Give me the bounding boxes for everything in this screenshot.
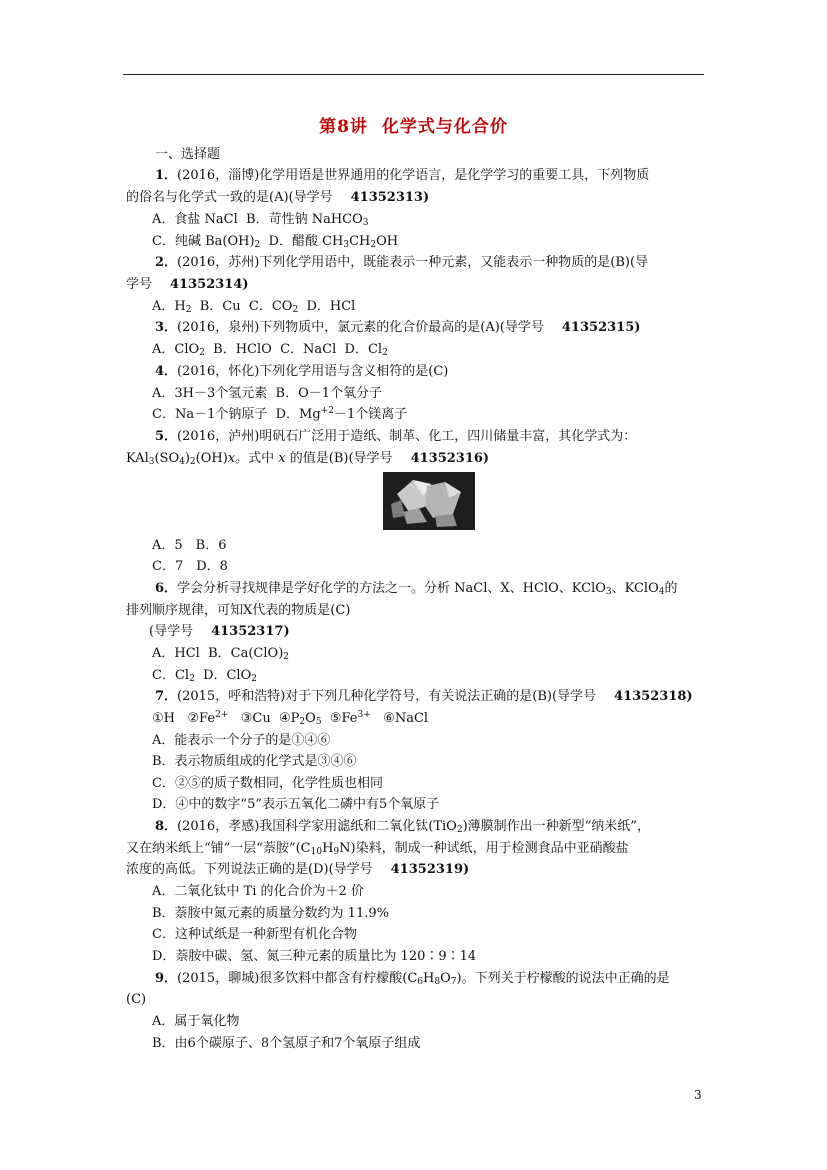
q6-stem-cont: 排列顺序规律，可知X代表的物质是(C): [126, 603, 351, 618]
q8-stem-cont2: 浓度的高低。下列说法正确的是(D)(导学号 41352319): [126, 862, 470, 877]
q2-options: A．$H_2$ B．Cu C．$CO_2$ D．HCl: [152, 299, 356, 315]
q1-options-cd: C．纯碱 $Ba(OH)_2$ D．醋酸 $CH_3CH_2OH$: [152, 234, 399, 250]
q5-formula-line: $KAl_3(SO_4)_2(OH)x$。式中 x 的值是(B)(导学号 41352316): [126, 451, 490, 467]
q1-options-ab: A．食盐 NaCl B．苛性钠 NaHCO$_3$: [152, 212, 369, 228]
q7-option-c: C．②⑤的质子数相同，化学性质也相同: [152, 776, 383, 791]
q8-option-d: D．萘胺中碳、氢、氮三种元素的质量比为 120∶9∶14: [152, 949, 477, 964]
q8-stem-cont: 又在纳米纸上“铺”一层“萘胺$”(C_{10}H_9N)$染料，制成一种试纸，用于检测食品中亚硝酸盐: [126, 841, 629, 857]
page-number: 3: [694, 1088, 702, 1102]
q6-options-cd: C．$Cl_2$ D．ClO$_2$: [152, 668, 257, 684]
alunite-mineral-photo: [383, 472, 475, 530]
header-rule: [123, 74, 704, 75]
q6-options-ab: A．HCl B．$Ca(ClO)_2$: [152, 646, 290, 662]
q6-stem: 6．学会分析寻找规律是学好化学的方法之一。分析 NaCl、X、HClO、KClO$_3$、KClO$_4$的: [155, 581, 678, 597]
q5-options-ab: A．5 B．6: [152, 538, 227, 553]
q7-option-b: B．表示物质组成的化学式是③④⑥: [152, 754, 357, 769]
q8-stem: 8．(2016，孝感)我国科学家用滤纸和二氧化钛(TiO$_2$)薄膜制作出一种新型“纳米纸”，: [155, 819, 650, 835]
q7-option-d: D．④中的数字“5”表示五氧化二磷中有5个氧原子: [152, 797, 440, 812]
q9-option-b: B．由6个碳原子、8个氢原子和7个氧原子组成: [152, 1036, 421, 1051]
q9-stem: 9．(2015，聊城)很多饮料中都含有柠檬酸$(C_6H_8O_7)$。下列关于柠檬酸的说法中正确的是: [155, 971, 670, 987]
q8-option-b: B．萘胺中氮元素的质量分数约为 11.9%: [152, 906, 389, 921]
q8-option-a: A．二氧化钛中 Ti 的化合价为＋2 价: [152, 884, 364, 899]
lecture-topic: 化学式与化合价: [381, 117, 508, 137]
q4-options-cd: C．Na－1个钠原子 D．$Mg^{+2}-1$个镁离子: [152, 406, 408, 422]
q7-symbols: ①H $②Fe^{2+}$ ③Cu $④P_2O_5$ $⑤Fe^{3+}$ ⑥NaCl: [152, 710, 429, 727]
q4-stem: 4．(2016，怀化)下列化学用语与含义相符的是(C): [155, 364, 449, 379]
q3-stem: 3．(2016，泉州)下列物质中，氯元素的化合价最高的是(A)(导学号 41352315): [155, 320, 641, 335]
q6-guide: (导学号 41352317): [149, 624, 290, 639]
q9-option-a: A．属于氧化物: [152, 1014, 240, 1029]
q2-stem-cont: 学号 41352314): [126, 277, 249, 292]
q1-stem-cont: 的俗名与化学式一致的是(A)(导学号 41352313): [126, 190, 430, 205]
q2-stem: 2．(2016，苏州)下列化学用语中，既能表示一种元素，又能表示一种物质的是(B)(导: [155, 255, 649, 270]
q7-stem: 7．(2015，呼和浩特)对于下列几种化学符号，有关说法正确的是(B)(导学号 41352318): [155, 689, 693, 704]
page-title: [0, 112, 827, 137]
q8-option-c: C．这种试纸是一种新型有机化合物: [152, 927, 357, 942]
q9-stem-cont: (C): [126, 992, 147, 1007]
q1-stem: 1．(2016，淄博)化学用语是世界通用的化学语言，是化学学习的重要工具，下列物质: [155, 168, 650, 183]
q4-options-ab: A．3H－3个氢元素 B．O－1个氧分子: [152, 386, 383, 401]
q5-options-cd: C．7 D．8: [152, 559, 228, 574]
lecture-number: 第8讲: [319, 117, 368, 137]
q7-option-a: A．能表示一个分子的是①④⑥: [152, 733, 331, 748]
q5-stem: 5．(2016，泸州)明矾石广泛用于造纸、制革、化工，四川储量丰富，其化学式为：: [155, 429, 637, 444]
q3-options: A．ClO$_2$ B．HClO C．NaCl D．$Cl_2$: [152, 342, 388, 358]
section-heading: 一、选择题: [155, 147, 221, 162]
